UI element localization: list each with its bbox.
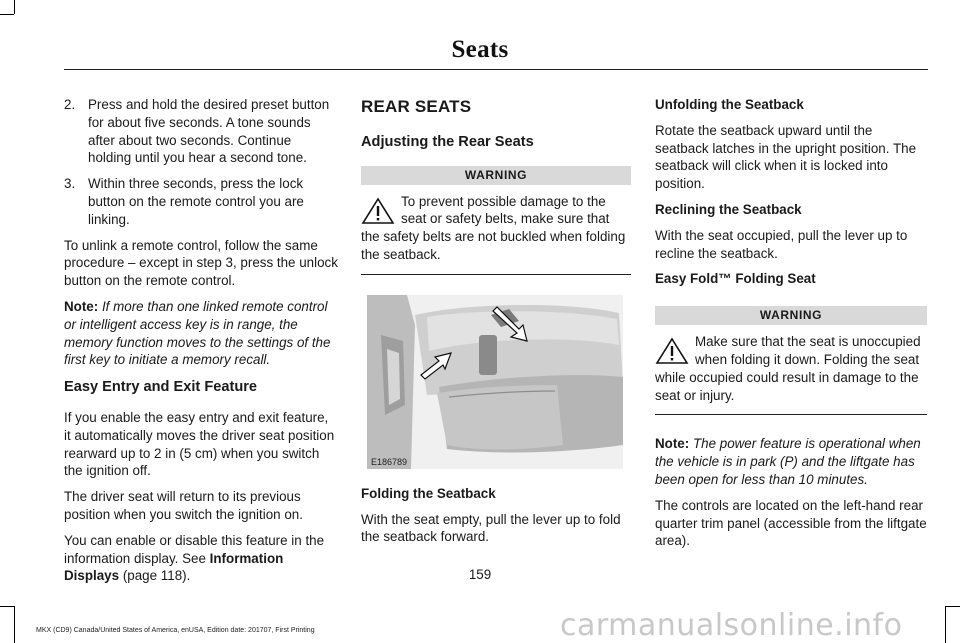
unfolding-paragraph: Rotate the seatback upward until the seatback latches in the upright position. The seatback will click when it is locked into position. [655, 122, 917, 192]
warning-body [361, 193, 631, 275]
warning-triangle-icon [655, 337, 689, 365]
page-number: 159 [468, 567, 492, 582]
note-text: The power feature is operational when the vehicle is in park (P) and the liftgate has been open for less than 10 minutes. [655, 436, 921, 487]
warning-bar: WARNING [655, 306, 927, 325]
unfolding-heading: Unfolding the Seatback [655, 97, 804, 112]
easy-fold-heading: Easy Fold™ Folding Seat [655, 271, 816, 287]
reclining-paragraph: With the seat occupied, pull the lever up to recline the seatback. [655, 227, 908, 261]
watermark: carmanualsonline.info [560, 608, 903, 643]
rear-seat-illustration [367, 295, 623, 469]
list-number: 3. [64, 176, 76, 192]
easy-entry-paragraph-2: The driver seat will return to its previous position when you switch the ignition on. [64, 489, 303, 522]
list-item-step-3 [64, 175, 338, 228]
note-label: Note: [655, 436, 690, 452]
list-text: Within three seconds, press the lock button on the remote control you are linking. [88, 176, 304, 227]
warning-text: To prevent possible damage to the seat or safety belts, make sure that the safety belts are not buckled when folding the seatback. [361, 193, 626, 262]
note-power-feature [655, 435, 927, 488]
easy-entry-heading: Easy Entry and Exit Feature [64, 379, 258, 396]
xref-page: (page 118). [122, 568, 191, 584]
note-text: If more than one linked remote control or intelligent access key is in range, the memory function moves to the settings of the first key to initiate a memory recall. [64, 298, 331, 368]
enable-text: You can enable or disable this feature in the information display. See [64, 532, 325, 566]
crop-mark-bottom-left-h [0, 606, 14, 607]
crop-mark-bottom-right-v [945, 606, 946, 643]
crop-mark-bottom-left-v [14, 606, 15, 643]
folding-paragraph: With the seat empty, pull the lever up to fold the seatback forward. [361, 511, 621, 545]
crop-mark-top-left-v [14, 0, 15, 14]
warning-triangle-icon [361, 197, 395, 225]
edition-info: MKX (CD9) Canada/United States of America, enUSA, Edition date: 201707, First Printing [36, 627, 315, 634]
header-rule [64, 69, 928, 70]
easy-entry-paragraph-1: If you enable the easy entry and exit feature, it automatically moves the driver seat position rearward up to 2 in (5 cm) when you switch the ignition off. [64, 409, 335, 479]
folding-heading: Folding the Seatback [361, 485, 496, 501]
adjusting-rear-seats-heading: Adjusting the Rear Seats [361, 133, 534, 150]
list-item-step-2 [64, 96, 338, 167]
warning-text: Make sure that the seat is unoccupied when folding it down. Folding the seat while occupied could result in damage to the seat or injury. [655, 334, 921, 403]
rear-seats-heading: REAR SEATS [361, 97, 472, 116]
note-label: Note: [64, 298, 99, 314]
page-header-title: Seats [451, 36, 509, 63]
information-displays-link[interactable]: Information Displays [64, 550, 284, 584]
rear-seat-figure [367, 295, 623, 469]
crop-mark-bottom-right-h [946, 606, 960, 607]
crop-mark-top-left-h [0, 14, 14, 15]
warning-body [655, 333, 927, 415]
figure-id-label: E186789 [371, 456, 408, 467]
warning-bar: WARNING [361, 166, 631, 185]
column-left [64, 96, 338, 593]
reclining-heading: Reclining the Seatback [655, 201, 802, 217]
column-middle [361, 96, 631, 554]
list-number: 2. [64, 97, 76, 112]
note-memory [64, 298, 338, 369]
column-right [655, 96, 927, 558]
controls-paragraph: The controls are located on the left-hand rear quarter trim panel (accessible from the liftgate area). [655, 497, 927, 549]
unlink-paragraph: To unlink a remote control, follow the same procedure – except in step 3, press the unlock button on the remote control. [64, 237, 338, 289]
list-text: Press and hold the desired preset button for about five seconds. A tone sounds after about two seconds. Continue holding until you hear a second tone. [88, 97, 330, 166]
